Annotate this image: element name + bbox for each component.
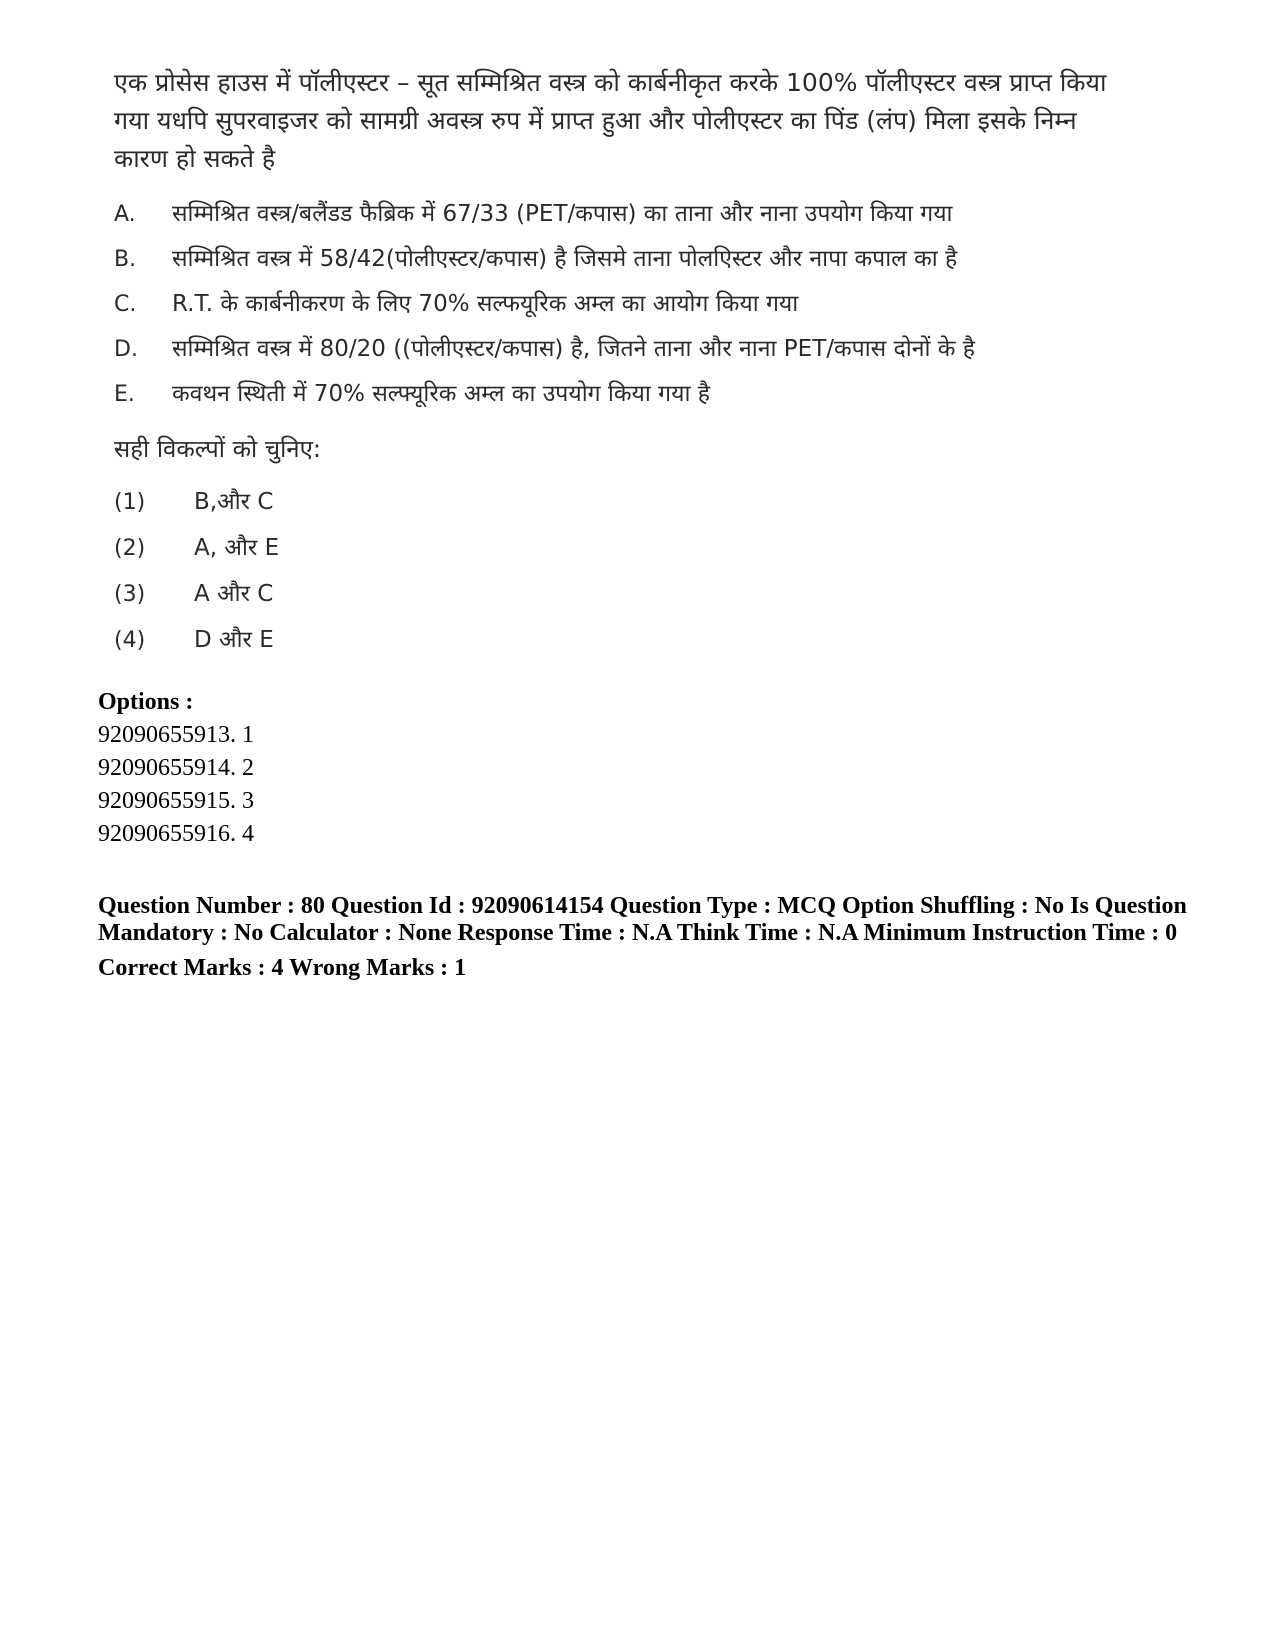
statement-letter: E.	[114, 382, 135, 407]
question-instruction: सही विकल्पों को चुनिए:	[114, 435, 321, 463]
statement-letter: C.	[114, 292, 137, 317]
options-heading: Options :	[98, 689, 194, 715]
choice-number: (2)	[114, 536, 146, 561]
question-details: Question Number : 80 Question Id : 92090614154 Question Type : MCQ Option Shuffling : No Is Question Mandatory : No Calculator : None Response Time : N.A Think Time : N.A Minimum Instruction Time : 0	[98, 893, 1187, 946]
statement-text: कवथन स्थिती में 70% सल्फ्यूरिक अम्ल का उपयोग किया गया है	[172, 381, 710, 407]
choice-item	[114, 479, 1124, 525]
statement-text: सम्मिश्रित वस्त्र में 80/20 ((पोलीएस्टर/कपास) है, जितने ताना और नाना PET/कपास दोनों के है	[172, 336, 975, 362]
statement-item	[114, 327, 1124, 372]
option-line: 92090655914. 2	[98, 755, 254, 781]
statement-text: सम्मिश्रित वस्त्र/बलैंडड फैब्रिक में 67/33 (PET/कपास) का ताना और नाना उपयोग किया गया	[172, 201, 953, 227]
option-line: 92090655913. 1	[98, 722, 254, 748]
statement-item	[114, 282, 1124, 327]
choice-item	[114, 571, 1124, 617]
statement-letter: A.	[114, 202, 136, 227]
choice-list	[114, 479, 1124, 663]
statement-list	[114, 192, 1124, 417]
statement-letter: B.	[114, 247, 137, 272]
statement-letter: D.	[114, 337, 138, 362]
choice-text: D और E	[194, 627, 274, 653]
choice-number: (4)	[114, 628, 146, 653]
question-stem: एक प्रोसेस हाउस में पॉलीएस्टर – सूत सम्मिश्रित वस्त्र को कार्बनीकृत करके 100% पॉलीएस्टर वस्त्र प्राप्त किया गया यधपि सुपरवाइजर को सामग्री अवस्त्र रुप में प्राप्त हुआ और पोलीएस्टर का पिंड (लंप) मिला इसके निम्न कारण हो सकते है	[114, 68, 1107, 173]
statement-text: R.T. के कार्बनीकरण के लिए 70% सल्फयूरिक अम्ल का आयोग किया गया	[172, 291, 799, 317]
exam-metadata	[98, 686, 1198, 982]
choice-item	[114, 617, 1124, 663]
marks-info: Correct Marks : 4 Wrong Marks : 1	[98, 955, 467, 981]
statement-text: सम्मिश्रित वस्त्र में 58/42(पोलीएस्टर/कपास) है जिसमे ताना पोलएिस्टर और नापा कपाल का है	[172, 246, 958, 272]
statement-item	[114, 192, 1124, 237]
choice-number: (1)	[114, 490, 146, 515]
choice-text: B,और C	[194, 489, 274, 515]
statement-item	[114, 237, 1124, 282]
option-line: 92090655915. 3	[98, 788, 254, 814]
choice-text: A और C	[194, 581, 274, 607]
choice-number: (3)	[114, 582, 146, 607]
choice-text: A, और E	[194, 535, 280, 561]
question-block	[114, 64, 1124, 663]
option-line: 92090655916. 4	[98, 821, 254, 847]
choice-item	[114, 525, 1124, 571]
statement-item	[114, 372, 1124, 417]
